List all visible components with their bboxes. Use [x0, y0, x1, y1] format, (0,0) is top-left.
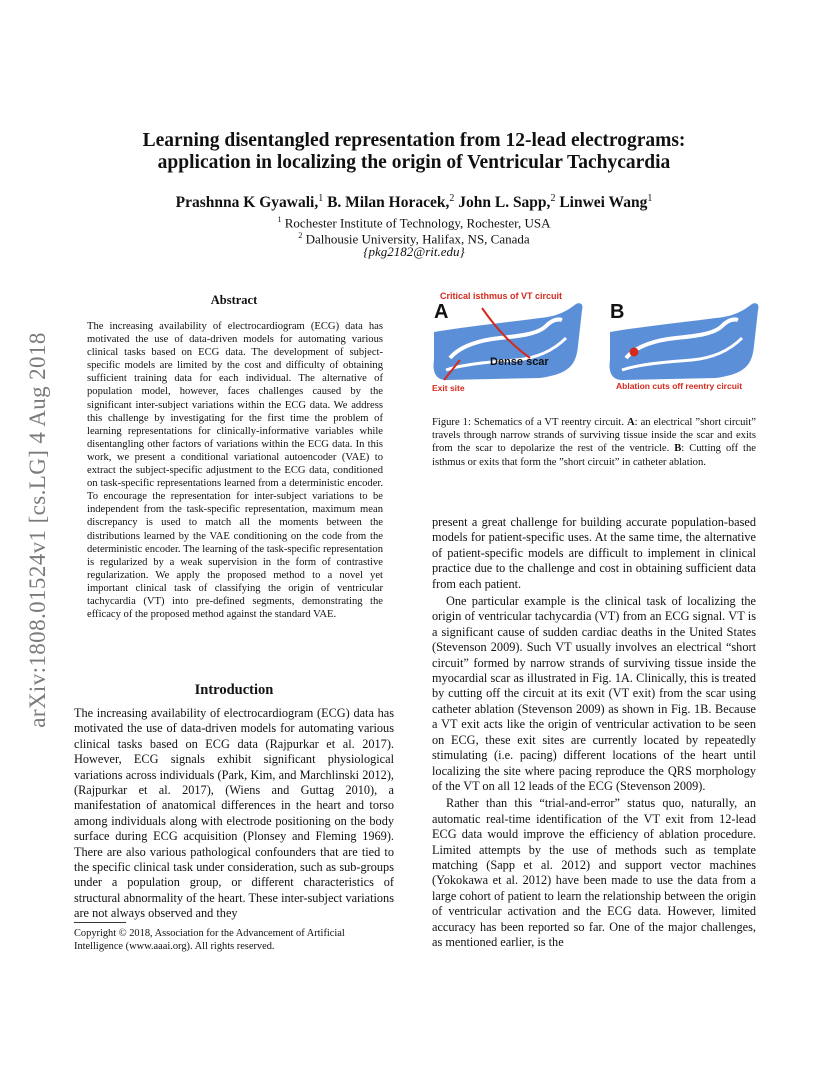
author-affil-mark: 2	[449, 193, 455, 204]
affiliation-text: Rochester Institute of Technology, Rochester, USA	[284, 215, 551, 231]
body-paragraph: Rather than this “trial-and-error” status quo, naturally, an automatic real-time identification of the VT exit from 12-lead ECG data would improve the efficiency of ablation procedure. Limited attempts by the use of methods such as template matching (Sapp et al. 2012) and support vector machines (Yokokawa et al. 2012) have been made to use the data from a large cohort of patient to learn the relationship between the origin of ventricular activation and the ECG data. However, limited accuracy has been reported so far. One of the major challenges, as mentioned earlier, is the	[432, 796, 756, 949]
author-list	[74, 193, 754, 212]
author-affil-mark: 1	[318, 193, 324, 204]
affiliation-number: 1	[277, 215, 282, 224]
caption-label-a: A	[627, 417, 635, 428]
caption-prefix: Figure 1: Schematics of a VT reentry circuit.	[432, 417, 627, 428]
arxiv-id: arXiv:1808.01524v1 [cs.LG] 4 Aug 2018	[25, 332, 51, 728]
author-name: Prashnna K Gyawali,	[175, 194, 319, 212]
title-line-1: Learning disentangled representation from 12-lead electrograms:	[142, 130, 686, 151]
contact-email: {pkg2182@rit.edu}	[363, 244, 465, 259]
introduction-heading: Introduction	[194, 682, 274, 698]
fig-label-a: A	[434, 301, 449, 323]
author-name: Linwei Wang	[559, 194, 648, 212]
body-paragraph: present a great challenge for building accurate population-based models for patient-specific uses. At the same time, the alternative of patient-specific models are difficult to implement in clinical practice due to the challenge and cost in obtaining sufficient data from each patient.	[432, 515, 756, 591]
paper-title	[74, 130, 754, 174]
abstract-body: The increasing availability of electrocardiogram (ECG) data has motivated the use of data-driven models for automating various clinical tasks based on ECG data. The development of subject-specific models are limited by the cost and difficulty of obtaining sufficient training data for each individual. The alternative of population model, however, faces challenges caused by the significant inter-subject variations within the ECG data. We address this challenge by investigating for the first time the problem of learning representations for clinically-informative variables while disentangling other factors of variations within the ECG data. In this work, we present a conditional variational autoencoder (VAE) to extract the subject-specific adjustment to the ECG data, conditioned on task-specific representations learned from a deterministic encoder. To encourage the representation for inter-subject variations to be independent from the task-specific representation, maximum mean discrepancy is used to match all the moments between the distributions learned by the VAE conditioning on the code from the deterministic encoder. The learning of the task-specific representation is regularized by a weak supervision in the form of contrastive regularization. We apply the proposed method to a novel yet important clinical task of classifying the origin of ventricular tachycardia (VT) into pre-defined segments, demonstrating the efficacy of the proposed method against the standard VAE.	[87, 321, 383, 621]
introduction-left-column	[74, 706, 394, 922]
arxiv-watermark	[18, 300, 58, 760]
abstract-heading: Abstract	[210, 293, 258, 307]
ablation-label: Ablation cuts off reentry circuit	[616, 381, 743, 391]
footnote-rule	[74, 922, 126, 923]
intro-paragraph: The increasing availability of electrocardiogram (ECG) data has motivated the use of data-driven models for automating various clinical tasks based on ECG data (Rajpurkar et al. 2017). However, ECG signals exhibit significant physiological variations across individuals (Park, Kim, and Marchlinski 2012), (Rajpurkar et al. 2017), (Wiens and Guttag 2010), a manifestation of anatomical differences in the heart and torso among individuals along with electrode positioning on the body surface during ECG acquisition (Plonsey and Fleming 1969). There are also various pathological confounders that are tied to the specific clinical task under consideration, such as sub-groups under a population group, or different characteristics of structural abnormality of the heart. These inter-subject variations are not always observed and they	[74, 706, 394, 921]
author-affil-mark: 2	[550, 193, 556, 204]
figure-caption	[432, 416, 756, 469]
author-affil-mark: 1	[647, 193, 653, 204]
author-name: John L. Sapp,	[458, 194, 551, 212]
author-name: B. Milan Horacek,	[327, 194, 450, 212]
figure-vt-reentry	[430, 288, 760, 398]
fig-label-b: B	[610, 301, 625, 323]
right-column-body	[432, 515, 756, 950]
exit-site-label: Exit site	[432, 383, 465, 393]
affiliation-text: Dalhousie University, Halifax, NS, Canada	[305, 231, 530, 247]
affiliation-number: 2	[298, 231, 303, 240]
caption-text-a: : an electrical ”short circuit” travels through narrow strands of surviving tissue inside the scar and exits from the scar to depolarize the rest of the ventricle.	[432, 417, 756, 455]
ablation-point	[630, 348, 639, 357]
body-paragraph: One particular example is the clinical task of localizing the origin of ventricular tachycardia (VT) from an ECG signal. VT is a significant cause of sudden cardiac deaths in the United States (Stevenson 2009). Such VT usually involves an electrical “short circuit” formed by narrow strands of surviving tissue inside the myocardial scar as illustrated in Fig. 1A. Clinically, this is treated by cutting off the circuit at its exit (VT exit) from the scar using catheter ablation (Stevenson 2009) as shown in Fig. 1B. Because a VT exit acts like the origin of ventricular activation to be seen on ECG, these exit sites are currently located by repeatedly stimulating (i.e. pacing) different locations of the heart until localizing the site where pacing reproduce the QRS morphology of the VT on all 12 leads of the ECG (Stevenson 2009).	[432, 594, 756, 793]
critical-isthmus-label: Critical isthmus of VT circuit	[440, 291, 563, 301]
dense-scar-label: Dense scar	[490, 356, 549, 368]
title-line-2: application in localizing the origin of Ventricular Tachycardia	[157, 152, 671, 173]
caption-text-b: : Cutting off the isthmus or exits that form the ”short circuit” in catheter ablation.	[432, 443, 756, 468]
copyright-footnote: Copyright © 2018, Association for the Advancement of Artificial Intelligence (www.aaai.org). All rights reserved.	[74, 928, 345, 952]
caption-label-b: B	[674, 443, 682, 455]
